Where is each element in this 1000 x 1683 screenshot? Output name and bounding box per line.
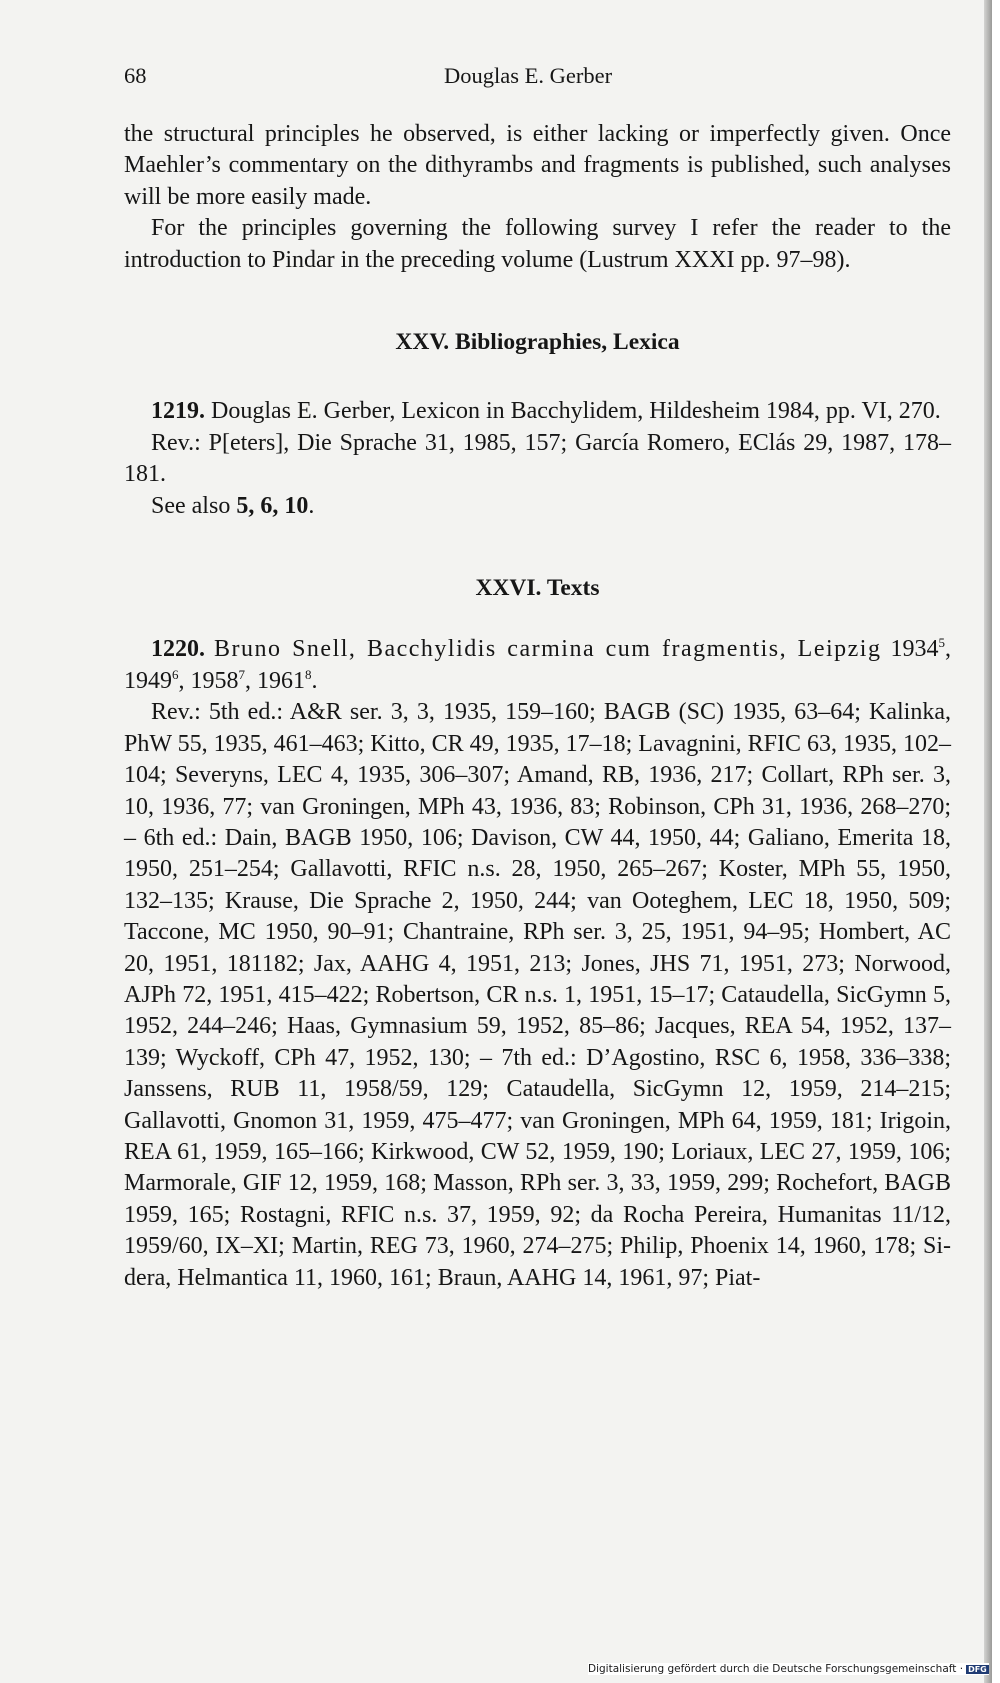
page-body: [124, 119, 951, 1294]
footer-text: Digitalisierung gefördert durch die Deutsche Forschungsgemeinschaft ·: [588, 1663, 964, 1675]
section-heading-bibliographies: XXV. Bibliographies, Lexica: [395, 329, 680, 356]
digitization-footer: [588, 1663, 989, 1675]
section-heading-texts: XXVI. Texts: [475, 575, 600, 602]
entry-1220: 1220. Bruno Snell, Bacchylidis carmina cum fragmentis, Leipzig 1934$^5$, 1949$^6$, 1958$^7$, 1961$^8$.: [124, 635, 952, 694]
see-also-refs: 5, 6, 10: [236, 492, 309, 519]
edition-year: 1961$^8$: [257, 666, 312, 694]
page-edge: [984, 0, 992, 1683]
page-number: 68: [124, 63, 147, 88]
entry-1220-review: Rev.: 5th ed.: A&R ser. 3, 3, 1935, 159–160; BAGB (SC) 1935, 63–64; Kalinka, PhW 55, 1935, 461–463; Kitto, CR 49, 1935, 17–18; Lavagnini, RFIC 63, 1935, 102–104; Severyns, LEC 4, 1935, 306–307; Amand, RB, 1936, 217; Collart, RPh ser. 3, 10, 1936, 77; van Groningen, MPh 43, 1936, 83; Robinson, CPh 31, 1936, 268–270; – 6th ed.: Dain, BAGB 1950, 106; Davison, CW 44, 1950, 44; Galiano, Emerita 18, 1950, 251–254; Gallavotti, RFIC n.s. 28, 1950, 265–267; Koster, MPh 55, 1950, 132–135; Krause, Die Sprache 2, 1950, 244; van Ooteghem, LEC 18, 1950, 509; Taccone, MC 1950, 90–91; Chantraine, RPh ser. 3, 25, 1951, 94–95; Hombert, AC 20, 1951, 181182; Jax, AAHG 4, 1951, 213; Jones, JHS 71, 1951, 273; Norwood, AJPh 72, 1951, 415–422; Robertson, CR n.s. 1, 1951, 15–17; Cataudella, SicGymn 5, 1952, 244–246; Haas, Gymnasium 59, 1952, 85–86; Jacques, REA 54, 1952, 137–139; Wyckoff, CPh 47, 1952, 130; – 7th ed.: D’Agostino, RSC 6, 1958, 336–338; Janssens, RUB 11, 1958/59, 129; Cataudella, SicGymn 12, 1959, 214–215; Gallavotti, Gnomon 31, 1959, 475–477; van Groningen, MPh 64, 1959, 181; Irigoin, REA 61, 1959, 165–166; Kirkwood, CW 52, 1959, 190; Loriaux, LEC 27, 1959, 106; Marmorale, GIF 12, 1959, 168; Masson, RPh ser. 3, 33, 1959, 299; Rochefort, BAGB 1959, 165; Rostagni, RFIC n.s. 37, 1959, 92; da Rocha Pereira, Humanitas 11/12, 1959/60, IX–XI; Martin, REG 73, 1960, 274–275; Philip, Phoenix 14, 1960, 178; Sidera, Helmantica 11, 1960, 161; Braun, AAHG 14, 1961, 97; Piat-: [124, 699, 951, 1291]
edition-year: 1958$^7$: [190, 666, 245, 694]
entry-citation: Douglas E. Gerber, Lexicon in Bacchylidem, Hildesheim 1984, pp. VI, 270.: [211, 398, 941, 425]
see-also: See also 5, 6, 10.: [151, 492, 315, 519]
entry-number: 1219.: [151, 398, 205, 425]
see-also-label: See also: [151, 492, 231, 519]
intro-paragraph-1: the structural principles he observed, is either lacking or imperfectly given. Once Maehler’s commentary on the dithyrambs and fragments is published, such analyses will be more easily made.: [124, 121, 951, 210]
entry-1219-review: Rev.: P[eters], Die Sprache 31, 1985, 157; García Romero, EClás 29, 1987, 178–181.: [124, 429, 951, 488]
running-head-author: Douglas E. Gerber: [444, 63, 613, 88]
entry-number: 1220.: [151, 636, 205, 663]
edition-year: 1934$^5$: [890, 635, 946, 663]
entry-1219: [124, 396, 951, 427]
dfg-logo-icon: DFG: [968, 1664, 987, 1674]
entry-citation: Bruno Snell, Bacchylidis carmina cum fragmentis, Leipzig: [214, 636, 882, 663]
intro-paragraph-2: For the principles governing the following survey I refer the reader to the introduction to Pindar in the preceding volume (Lustrum XXXI pp. 97–98).: [124, 215, 951, 273]
edition-year: 1949$^6$: [124, 666, 179, 694]
